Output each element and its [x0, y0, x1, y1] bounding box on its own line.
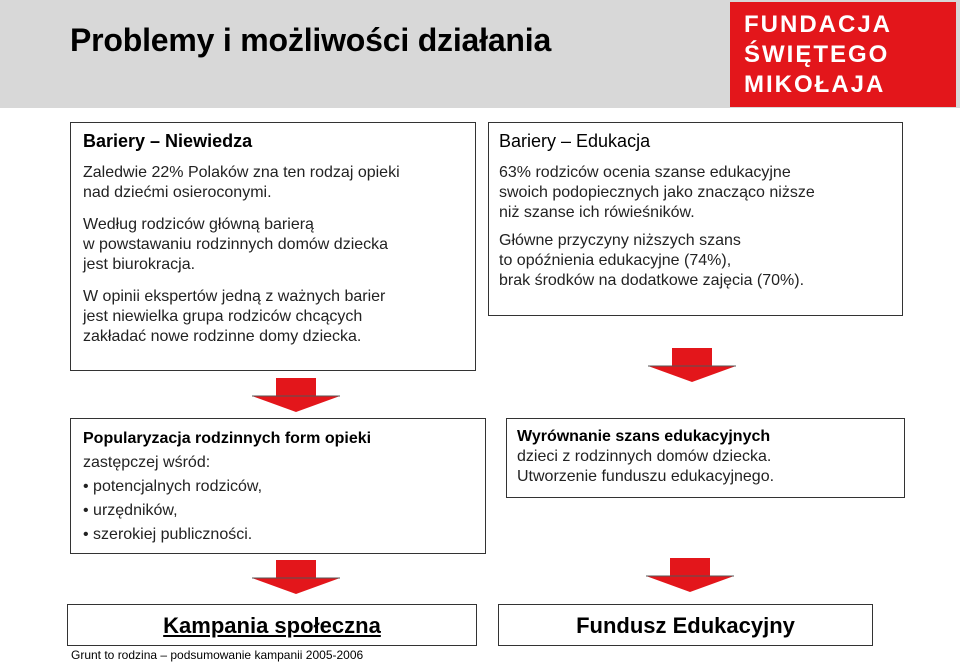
list-item: • urzędników, [83, 502, 178, 519]
logo-line-1: FUNDACJA [744, 10, 892, 38]
equalization-box [506, 418, 905, 498]
text-line: zakładać nowe rodzinne domy dziecka. [83, 328, 362, 345]
down-arrow-icon [250, 560, 342, 596]
text-line: nad dziećmi osieroconymi. [83, 184, 272, 201]
text-line: Utworzenie funduszu edukacyjnego. [517, 468, 775, 485]
equalization-heading: Wyrównanie szans edukacyjnych [517, 428, 771, 445]
page-title: Problemy i możliwości działania [70, 22, 552, 58]
text-line: niż szanse ich rówieśników. [499, 204, 695, 221]
fund-title: Fundusz Edukacyjny [576, 613, 795, 638]
bullet-text: potencjalnych rodziców, [93, 478, 263, 495]
down-arrow-icon [644, 558, 736, 594]
bullet-text: urzędników, [93, 502, 178, 519]
barriers-education-heading: Bariery – Edukacja [499, 131, 651, 151]
down-arrow-icon [250, 378, 342, 414]
popularization-heading: Popularyzacja rodzinnych form opieki [83, 430, 372, 447]
text-line: dzieci z rodzinnych domów dziecka. [517, 448, 772, 465]
popularization-box [70, 418, 486, 554]
popularization-subheading: zastępczej wśród: [83, 454, 211, 471]
text-line: Zaledwie 22% Polaków zna ten rodzaj opieki [83, 164, 400, 181]
barriers-ignorance-heading: Bariery – Niewiedza [83, 131, 253, 151]
text-line: 63% rodziców ocenia szanse edukacyjne [499, 164, 791, 181]
text-line: W opinii ekspertów jedną z ważnych barier [83, 288, 386, 305]
text-line: to opóźnienia edukacyjne (74%), [499, 252, 732, 269]
fund-box [498, 604, 873, 646]
down-arrow-icon [646, 348, 738, 384]
campaign-title: Kampania społeczna [163, 613, 381, 638]
text-line: jest niewielka grupa rodziców chcących [83, 308, 363, 325]
logo-line-2: ŚWIĘTEGO [744, 40, 890, 68]
text-line: w powstawaniu rodzinnych domów dziecka [83, 236, 389, 253]
text-line: Według rodziców główną barierą [83, 216, 314, 233]
text-line: swoich podopiecznych jako znacząco niższe [499, 184, 815, 201]
foundation-logo [730, 2, 956, 107]
campaign-box [67, 604, 477, 646]
text-line: Główne przyczyny niższych szans [499, 232, 741, 249]
barriers-ignorance-box [70, 122, 476, 371]
barriers-education-box [488, 122, 903, 316]
text-line: brak środków na dodatkowe zajęcia (70%). [499, 272, 805, 289]
footer-caption: Grunt to rodzina – podsumowanie kampanii 2005-2006 [71, 648, 364, 662]
list-item: • szerokiej publiczności. [83, 526, 253, 543]
list-item: • potencjalnych rodziców, [83, 478, 263, 495]
logo-line-3: MIKOŁAJA [744, 70, 886, 98]
bullet-text: szerokiej publiczności. [93, 526, 253, 543]
text-line: jest biurokracja. [83, 256, 196, 273]
